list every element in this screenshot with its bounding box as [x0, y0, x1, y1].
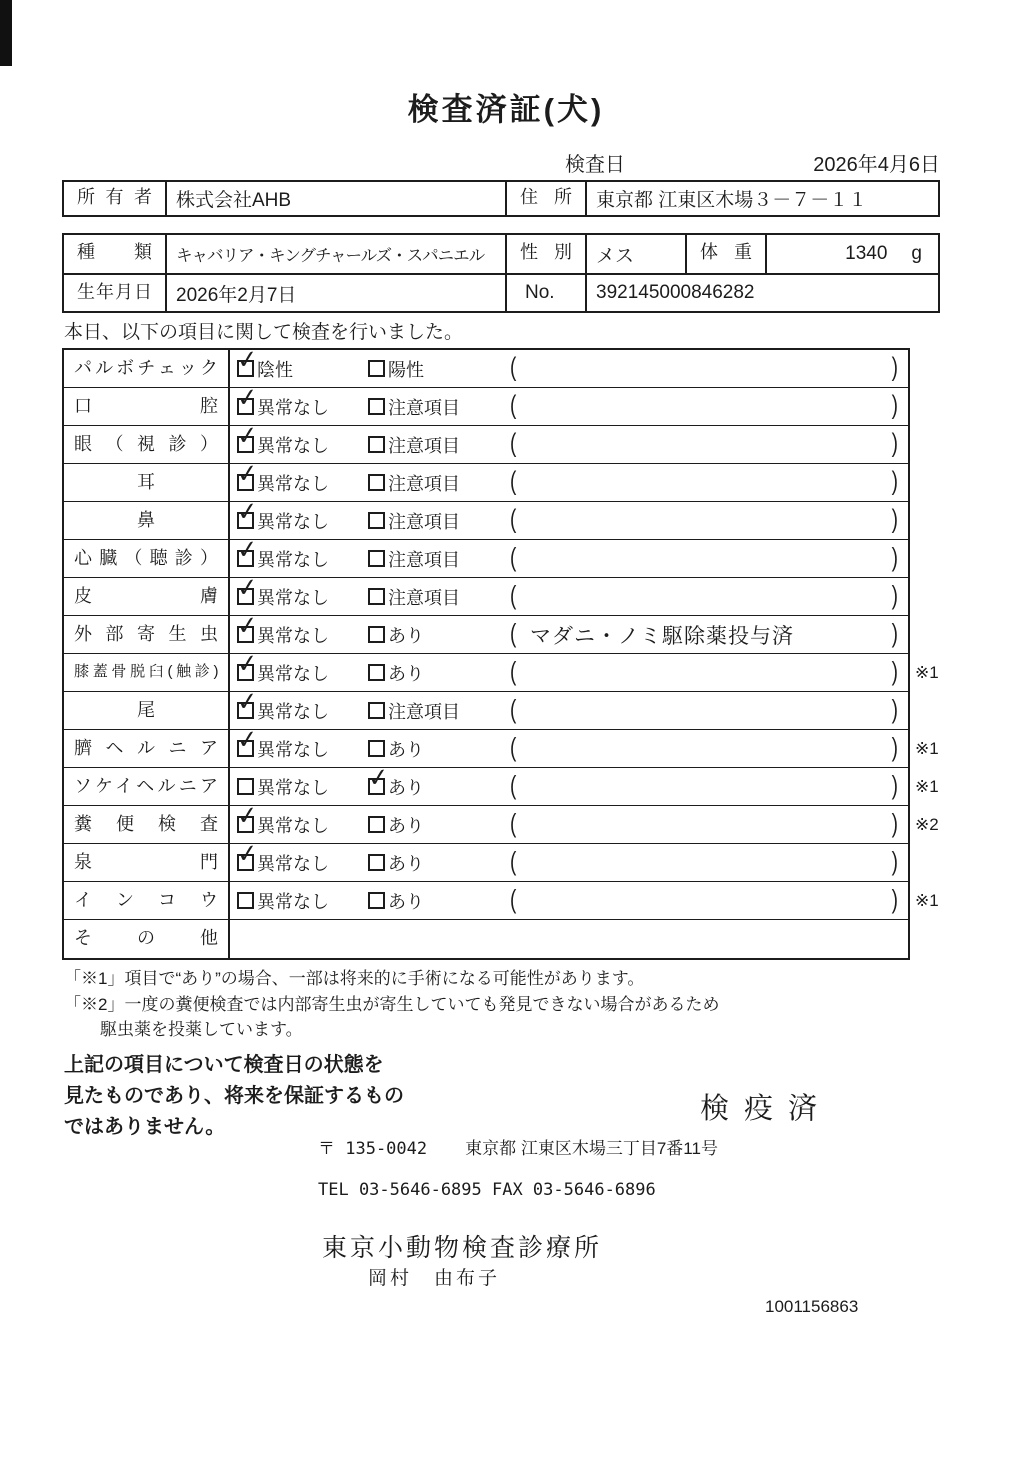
checkbox-option-label: 注意項目 — [388, 473, 460, 494]
note-area — [504, 730, 908, 767]
checkbox-checked — [235, 534, 260, 567]
breed-label: 種類 — [64, 235, 167, 273]
checkbox-option — [230, 344, 368, 387]
checkbox — [237, 778, 254, 795]
close-paren: ) — [891, 695, 898, 724]
close-paren: ) — [891, 505, 898, 534]
checkbox-option-label: あり — [388, 853, 424, 874]
checkbox-checked — [235, 724, 260, 757]
checkbox-option — [230, 724, 368, 767]
open-paren: ( — [510, 581, 517, 610]
checkbox-option-label: 注意項目 — [388, 511, 460, 532]
checklist-row — [64, 458, 908, 502]
footnote-2: 「※2」一度の糞便検査では内部寄生虫が寄生していても発見できない場合があるため — [64, 994, 720, 1014]
checkbox-option-label: 注意項目 — [388, 397, 460, 418]
checkbox-checked — [235, 686, 260, 719]
checkbox — [368, 550, 385, 567]
checkbox-checked — [235, 610, 260, 643]
open-paren: ( — [510, 771, 517, 800]
checkbox-checked — [235, 382, 260, 415]
weight-unit: g — [911, 243, 922, 264]
remark-label: ※1 — [915, 890, 939, 910]
check-mark-icon: ✓ — [235, 458, 260, 490]
disclaimer — [64, 1050, 404, 1143]
checklist-item-label: パルボチェック — [64, 350, 230, 387]
pet-table — [62, 233, 940, 313]
checkbox-option-label: 異常なし — [257, 701, 329, 722]
remark-label: ※1 — [915, 738, 939, 758]
close-paren: ) — [891, 809, 898, 838]
checkbox-option-label: 注意項目 — [388, 549, 460, 570]
checkbox-option-label: 異常なし — [257, 891, 329, 912]
open-paren: ( — [510, 467, 517, 496]
note-area — [504, 768, 908, 805]
veterinarian-name: 岡村 由布子 — [368, 1268, 501, 1289]
check-mark-icon: ✓ — [366, 762, 391, 794]
checklist-item-label: その他 — [64, 920, 230, 958]
disclaimer-line-1: 上記の項目について検査日の状態を — [64, 1054, 384, 1076]
checklist-item-label: 口腔 — [64, 388, 230, 425]
checkbox — [368, 892, 385, 909]
checklist-intro: 本日、以下の項目に関して検査を行いました。 — [64, 322, 464, 343]
checkbox — [368, 854, 385, 871]
open-paren: ( — [510, 885, 517, 914]
check-mark-icon: ✓ — [235, 496, 260, 528]
checkbox-checked — [235, 838, 260, 871]
checkbox-option — [368, 616, 504, 653]
note-area — [504, 502, 908, 539]
checkbox-option — [230, 572, 368, 615]
owner-label: 所有者 — [64, 182, 167, 215]
disclaimer-line-3: ではありません。 — [64, 1116, 226, 1138]
checkbox-option-label: あり — [388, 625, 424, 646]
checklist-item-label: 眼（視診） — [64, 426, 230, 463]
checklist-item-label: 膝蓋骨脱臼(触診) — [64, 654, 230, 691]
check-mark-icon: ✓ — [235, 648, 260, 680]
no-value: 392145000846282 — [596, 282, 755, 303]
close-paren: ) — [891, 581, 898, 610]
scan-artifact — [0, 0, 12, 66]
note-area — [504, 388, 908, 425]
checklist-row — [64, 344, 908, 388]
checkbox — [237, 892, 254, 909]
checkbox-checked — [235, 344, 260, 377]
checklist-item-label: ソケイヘルニア — [64, 768, 230, 805]
checkbox-option — [368, 692, 504, 729]
checklist-item-label: 耳 — [64, 464, 230, 501]
checkbox-option — [368, 426, 504, 463]
checklist-item-label: 鼻 — [64, 502, 230, 539]
checkbox-checked — [235, 496, 260, 529]
checkbox-option — [368, 730, 504, 767]
checkbox — [368, 436, 385, 453]
owner-table — [62, 180, 940, 217]
checkbox-option-label: 異常なし — [257, 511, 329, 532]
checkbox-checked — [235, 458, 260, 491]
close-paren: ) — [891, 885, 898, 914]
inspection-date — [565, 148, 940, 177]
open-paren: ( — [510, 619, 517, 648]
checkbox — [368, 360, 385, 377]
note-area — [504, 426, 908, 463]
checkbox — [368, 512, 385, 529]
check-mark-icon: ✓ — [235, 382, 260, 414]
checkbox-option-label: 異常なし — [257, 663, 329, 684]
clinic-name: 東京小動物検査診療所 — [322, 1234, 603, 1262]
weight-cell — [767, 235, 938, 273]
checklist-row — [64, 572, 908, 616]
inspection-date-label: 検査日 — [565, 154, 625, 176]
note-area — [504, 540, 908, 577]
checkbox-option — [230, 534, 368, 577]
check-mark-icon: ✓ — [235, 686, 260, 718]
postal-code: 〒 135-0042 — [318, 1139, 428, 1159]
check-mark-icon: ✓ — [235, 534, 260, 566]
checklist-item-label: 皮膚 — [64, 578, 230, 615]
pet-row-1 — [64, 235, 938, 273]
checkbox-option — [230, 800, 368, 843]
checkbox — [368, 740, 385, 757]
note-area — [504, 654, 908, 691]
checklist-row — [64, 920, 908, 958]
checklist-item-label: 糞便検査 — [64, 806, 230, 843]
checkbox-option — [230, 768, 368, 805]
checkbox-option-label: 異常なし — [257, 853, 329, 874]
note-area — [504, 464, 908, 501]
open-paren: ( — [510, 353, 517, 382]
checkbox-option — [230, 882, 368, 919]
close-paren: ) — [891, 391, 898, 420]
checkbox-option-label: 注意項目 — [388, 587, 460, 608]
close-paren: ) — [891, 353, 898, 382]
footnotes — [64, 966, 719, 1043]
checklist-row — [64, 496, 908, 540]
checkbox-option — [368, 654, 504, 691]
checklist-row — [64, 762, 939, 806]
checkbox-option — [230, 382, 368, 425]
checklist-row — [64, 610, 908, 654]
checkbox — [368, 664, 385, 681]
footnote-2-continued: 駆虫薬を投薬しています。 — [100, 1020, 303, 1039]
sex-value: メス — [587, 235, 687, 273]
checklist-item-label: インコウ — [64, 882, 230, 919]
checkbox-option-label: あり — [388, 777, 424, 798]
breed-value: キャバリア・キングチャールズ・スパニエル — [167, 235, 507, 273]
check-mark-icon: ✓ — [235, 610, 260, 642]
open-paren: ( — [510, 543, 517, 572]
close-paren: ) — [891, 467, 898, 496]
checkbox-option-label: 異常なし — [257, 587, 329, 608]
checkbox — [368, 474, 385, 491]
checkbox-option-label: 異常なし — [257, 777, 329, 798]
checkbox-option-label: 陰性 — [257, 359, 293, 380]
remark-label: ※2 — [915, 814, 939, 834]
close-paren: ) — [891, 543, 898, 572]
inspection-date-value: 2026年4月6日 — [813, 154, 940, 176]
birth-label: 生年月日 — [64, 275, 167, 311]
clinic-address-line — [318, 1134, 718, 1159]
checkbox-option — [368, 578, 504, 615]
checkbox-option-label: あり — [388, 815, 424, 836]
checkbox-option-label: 注意項目 — [388, 435, 460, 456]
check-mark-icon: ✓ — [235, 724, 260, 756]
checklist-row — [64, 648, 939, 692]
weight-label: 体重 — [687, 235, 767, 273]
note-text: マダニ・ノミ駆除薬投与済 — [530, 624, 794, 648]
checklist-row — [64, 882, 939, 920]
note-area — [504, 350, 908, 387]
open-paren: ( — [510, 847, 517, 876]
open-paren: ( — [510, 733, 517, 762]
checkbox-option-label: 異常なし — [257, 397, 329, 418]
checkbox-option-label: 注意項目 — [388, 701, 460, 722]
tel-fax-line: TEL 03-5646-6895 FAX 03-5646-6896 — [318, 1180, 656, 1200]
open-paren: ( — [510, 657, 517, 686]
checkbox-option — [366, 762, 504, 805]
checkbox — [368, 398, 385, 415]
checkbox-option-label: あり — [388, 663, 424, 684]
checkbox-option-label: 異常なし — [257, 625, 329, 646]
open-paren: ( — [510, 391, 517, 420]
checkbox-option — [368, 806, 504, 843]
clinic-address: 東京都 江東区木場三丁目7番11号 — [465, 1139, 718, 1158]
checkbox-option — [368, 350, 504, 387]
footnote-1: 「※1」項目で“あり”の場合、一部は将来的に手術になる可能性があります。 — [64, 969, 645, 988]
checkbox-option — [230, 610, 368, 653]
pet-row-2 — [64, 273, 938, 311]
checkbox-option-label: 異常なし — [257, 435, 329, 456]
check-mark-icon: ✓ — [235, 572, 260, 604]
close-paren: ) — [891, 847, 898, 876]
check-mark-icon: ✓ — [235, 800, 260, 832]
checkbox-option — [368, 540, 504, 577]
disclaimer-line-2: 見たものであり、将来を保証するもの — [64, 1085, 404, 1107]
owner-row — [64, 182, 938, 215]
checkbox-option-label: 異常なし — [257, 549, 329, 570]
checkbox-option-label: あり — [388, 739, 424, 760]
serial-number: 1001156863 — [765, 1297, 859, 1316]
checklist-row — [64, 382, 908, 426]
open-paren: ( — [510, 429, 517, 458]
checklist-item-label: 臍ヘルニア — [64, 730, 230, 767]
checkbox-option-label: 異常なし — [257, 815, 329, 836]
open-paren: ( — [510, 505, 517, 534]
checklist-item-label: 尾 — [64, 692, 230, 729]
sex-label: 性別 — [507, 235, 587, 273]
checkbox-option-label: 異常なし — [257, 739, 329, 760]
checkbox-option-label: 異常なし — [257, 473, 329, 494]
note-area — [504, 578, 908, 615]
birth-value: 2026年2月7日 — [167, 275, 507, 311]
checklist-item-label: 心臓（聴診） — [64, 540, 230, 577]
checkbox-checked — [235, 572, 260, 605]
checkbox-option — [368, 388, 504, 425]
checklist-row — [64, 800, 939, 844]
checklist-row — [64, 534, 908, 578]
address-label: 住所 — [507, 182, 587, 215]
checkbox-checked — [235, 420, 260, 453]
checkbox-option — [230, 838, 368, 881]
checkbox-option — [368, 882, 504, 919]
checkbox-checked — [235, 648, 260, 681]
document-title: 検査済証(犬) — [407, 92, 605, 127]
checkbox-checked — [366, 762, 391, 795]
owner-address: 東京都 江東区木場３－７－１１ — [596, 190, 868, 211]
checkbox — [368, 626, 385, 643]
checkbox-option — [230, 496, 368, 539]
check-mark-icon: ✓ — [235, 344, 260, 376]
note-area — [504, 882, 908, 919]
weight-value: 1340 — [845, 243, 888, 264]
checklist-row — [64, 838, 908, 882]
checkbox-option — [368, 844, 504, 881]
checkbox-option — [230, 458, 368, 501]
check-mark-icon: ✓ — [235, 838, 260, 870]
close-paren: ) — [891, 429, 898, 458]
close-paren: ) — [891, 733, 898, 762]
note-area — [504, 806, 908, 843]
checkbox — [368, 588, 385, 605]
note-area — [504, 844, 908, 881]
checkbox-option-label: 陽性 — [388, 359, 424, 380]
note-area — [504, 692, 908, 729]
note-area — [504, 616, 908, 653]
close-paren: ) — [891, 771, 898, 800]
check-mark-icon: ✓ — [235, 420, 260, 452]
open-paren: ( — [510, 695, 517, 724]
no-label: No. — [507, 275, 587, 311]
checkbox-option — [230, 686, 368, 729]
checklist-item-label: 泉門 — [64, 844, 230, 881]
checkbox-option — [368, 464, 504, 501]
owner-name: 株式会社AHB — [167, 182, 507, 215]
checklist-item-label: 外部寄生虫 — [64, 616, 230, 653]
remark-label: ※1 — [915, 776, 939, 796]
checklist-table — [62, 344, 939, 960]
checkbox-option — [230, 648, 368, 691]
checkbox-option — [230, 420, 368, 463]
quarantine-stamp: 検疫済 — [700, 1093, 833, 1125]
checkbox — [368, 816, 385, 833]
checkbox — [368, 702, 385, 719]
close-paren: ) — [891, 657, 898, 686]
checklist-row — [64, 686, 908, 730]
checkbox-checked — [235, 800, 260, 833]
checklist-row — [64, 724, 939, 768]
checkbox-option-label: あり — [388, 891, 424, 912]
checkbox-option — [368, 502, 504, 539]
open-paren: ( — [510, 809, 517, 838]
close-paren: ) — [891, 619, 898, 648]
remark-label: ※1 — [915, 662, 939, 682]
checklist-row — [64, 420, 908, 464]
